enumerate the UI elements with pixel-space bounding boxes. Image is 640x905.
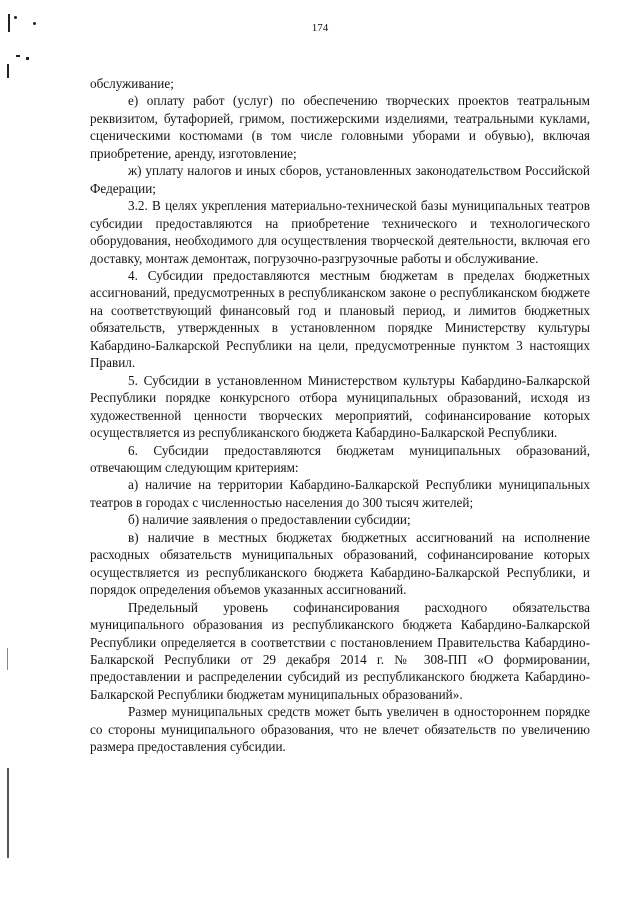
paragraph: в) наличие в местных бюджетах бюджетных ассигнований на исполнение расходных обязательств муниципальных образований, софинансирование которых осуществляется из республиканского бюджета Кабардино-Балкарской Республики, и порядок определения объемов указанных ассигнований. bbox=[90, 529, 590, 598]
paragraph: 6. Субсидии предоставляются бюджетам муниципальных образований, отвечающим следующим критериям: bbox=[90, 442, 590, 475]
paragraph: Предельный уровень софинансирования расходного обязательства муниципального образования из республиканского бюджета Кабардино-Балкарской Республики определяется в соответствии с постановлением Правительства Кабардино-Балкарской Республики от 29 декабря 2014 г. № 308-ПП «О формировании, предоставлении и распределении субсидий из республиканского бюджета Кабардино-Балкарской Республики бюджетам муниципальных образований». bbox=[90, 599, 590, 702]
scan-artifact-line bbox=[7, 648, 8, 670]
scan-artifact-line bbox=[7, 64, 9, 78]
paragraph: 3.2. В целях укрепления материально-технической базы муниципальных театров субсидии предоставляются на приобретение технического и технологического оборудования, необходимого для осуществления творческой деятельности, включая его доставку, монтаж демонтаж, погрузочно-разгрузочные работы и обслуживание. bbox=[90, 198, 590, 266]
paragraph: е) оплату работ (услуг) по обеспечению творческих проектов театральным реквизитом, бутафорией, гримом, постижерскими изделиями, театральными куклами, сценическими костюмами (в том числе головными уборами и обувью), включая приобретение, аренду, изготовление; bbox=[90, 93, 590, 161]
paragraph: 4. Субсидии предоставляются местным бюджетам в пределах бюджетных ассигнований, предусмотренных в республиканском законе о республиканском бюджете на соответствующий финансовый год и плановый период, и лимитов бюджетных обязательств, утвержденных в установленном порядке Министерству культуры Кабардино-Балкарской Республики на цели, предусмотренные пунктом 3 настоящих Правил. bbox=[90, 267, 590, 371]
paragraph: обслуживание; bbox=[90, 76, 174, 91]
scan-artifact-dot bbox=[26, 57, 29, 60]
paragraph: б) наличие заявления о предоставлении субсидии; bbox=[128, 512, 411, 528]
scan-artifact-line bbox=[7, 768, 9, 858]
document-body bbox=[90, 75, 590, 756]
paragraph: Размер муниципальных средств может быть увеличен в одностороннем порядке со стороны муниципального образования, что не влечет обязательств по увеличению размера предоставления субсидии. bbox=[90, 704, 590, 755]
scan-artifact-dot bbox=[16, 55, 20, 57]
paragraph: ж) уплату налогов и иных сборов, установленных законодательством Российской Федерации; bbox=[90, 163, 590, 196]
scan-artifact-dot bbox=[14, 16, 17, 19]
paragraph: а) наличие на территории Кабардино-Балкарской Республики муниципальных театров в городах с численностью населения до 300 тысяч жителей; bbox=[90, 477, 590, 510]
page-number: 174 bbox=[311, 22, 329, 34]
paragraph: 5. Субсидии в установленном Министерством культуры Кабардино-Балкарской Республики порядке конкурсного отбора муниципальных образований, исходя из художественной ценности творческих мероприятий, софинансирование которых осуществляется из республиканского бюджета Кабардино-Балкарской Республики. bbox=[90, 372, 590, 441]
